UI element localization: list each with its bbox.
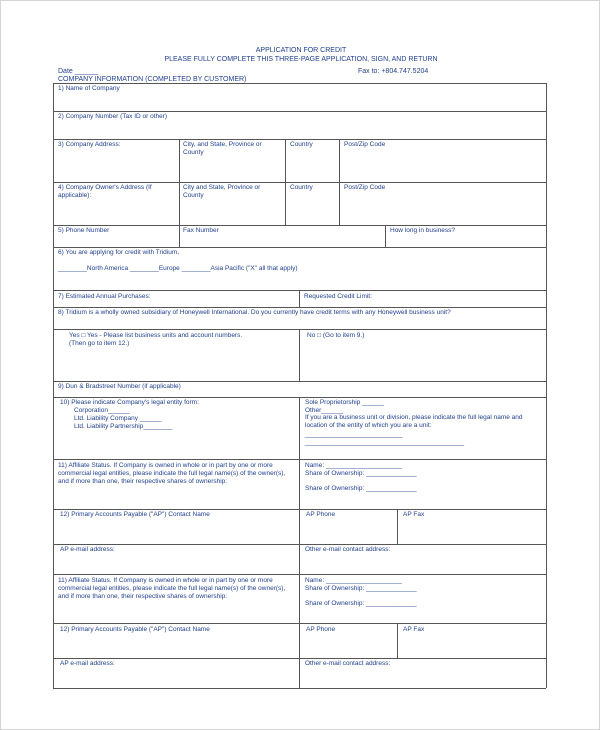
ap-phone-label: AP Phone	[306, 511, 336, 518]
how-long-label: How long in business?	[390, 227, 456, 234]
requested-limit-label: Requested Credit Limit:	[304, 293, 372, 300]
affiliate-status-label: 11) Affiliate Status. If Company is owned in whole or in part by one or more commercial legal entities, please indicate the full legal name(s) of the owner(s), and if more than one, their respective shares of ownership:	[58, 462, 286, 485]
other-label: Other______	[305, 407, 343, 414]
date-label: Date ______	[58, 68, 99, 75]
affiliate-share-1: Share of Ownership: ______________	[305, 470, 417, 477]
corporation-label: Corporation______	[74, 407, 130, 414]
affiliate-share-2: Share of Ownership: ______________	[305, 485, 417, 492]
llc-label: Ltd. Liability Company ______	[74, 415, 162, 422]
llp-label: Ltd. Liability Partnership________	[74, 423, 173, 430]
postal-label: Post/Zip Code	[344, 141, 386, 148]
business-unit-label: If you are a business unit or division, please indicate the full legal name and location of the entity of which you are a unit:	[305, 414, 523, 429]
regions-label: ________North America ________Europe ________Asia Pacific ("X" all that apply)	[58, 265, 298, 272]
company-number-label: 2) Company Number (Tax ID or other)	[58, 113, 168, 120]
ap-email-label-2: AP e-mail address:	[60, 660, 115, 667]
affiliate-share-4: Share of Ownership: ______________	[305, 600, 417, 607]
form-title: APPLICATION FOR CREDIT	[255, 47, 347, 54]
phone-label: 5) Phone Number	[58, 227, 110, 234]
ap-email-label: AP e-mail address:	[60, 546, 115, 553]
company-info-heading: COMPANY INFORMATION (COMPLETED BY CUSTOMER)	[58, 76, 247, 83]
postal2-label: Post/Zip Code	[344, 184, 386, 191]
other-email-label-2: Other e-mail contact address:	[305, 660, 391, 667]
yes-option[interactable]: Yes □ Yes - Please list business units and account numbers.	[69, 332, 243, 339]
affiliate-status-label-2: 11) Affiliate Status. If Company is owned in whole or in part by one or more commercial legal entities, please indicate the full legal name(s) of the owner(s), and if more than one, their respective shares of ownership:	[58, 577, 286, 600]
subsidiary-label: 8) Tridium is a wholly owned subsidiary of Honeywell International. Do you currently have credit terms with any Honeywell business unit?	[58, 309, 451, 316]
yes-note: (Then go to item 12.)	[69, 340, 130, 347]
company-name-label: 1) Name of Company	[58, 85, 120, 92]
form-instructions: PLEASE FULLY COMPLETE THIS THREE-PAGE APPLICATION, SIGN, AND RETURN	[164, 56, 438, 63]
country2-label: Country	[290, 184, 313, 191]
owner-address-label: 4) Company Owner's Address (If applicable):	[58, 184, 152, 199]
ap-phone-label-2: AP Phone	[306, 626, 336, 633]
affiliate-name: Name: _____________________	[305, 462, 402, 469]
blank-line-1: ___________________________	[305, 431, 403, 438]
company-address-label: 3) Company Address:	[58, 141, 121, 148]
annual-purchases-label: 7) Estimated Annual Purchases:	[58, 293, 151, 300]
affiliate-name-2: Name: _____________________	[305, 577, 402, 584]
city2-label: City and State, Province or County	[183, 184, 261, 199]
affiliate-share-3: Share of Ownership: ______________	[305, 585, 417, 592]
sole-prop-label: Sole Proprietorship ______	[305, 399, 384, 406]
ap-contact-label: 12) Primary Accounts Payable ("AP") Contact Name	[60, 511, 210, 518]
no-option[interactable]: No □ (Go to item 9.)	[307, 332, 365, 339]
other-email-label: Other e-mail contact address:	[305, 546, 391, 553]
blank-line-2: ____________________________________________	[305, 439, 465, 446]
country-label: Country	[290, 141, 313, 148]
legal-form-label: 10) Please indicate Company's legal entity form:	[60, 399, 199, 406]
ap-fax-label-2: AP Fax	[403, 626, 425, 633]
fax-number-label: Fax Number	[183, 227, 219, 234]
duns-label: 9) Dun & Bradstreet Number (if applicable)	[58, 383, 181, 390]
fax-label: Fax to: +804.747.5204	[358, 68, 429, 75]
ap-fax-label: AP Fax	[403, 511, 425, 518]
applying-label: 6) You are applying for credit with Tridium,	[58, 249, 180, 256]
city-label: City, and State, Province or County	[183, 141, 262, 156]
ap-contact-label-2: 12) Primary Accounts Payable ("AP") Contact Name	[60, 626, 210, 633]
